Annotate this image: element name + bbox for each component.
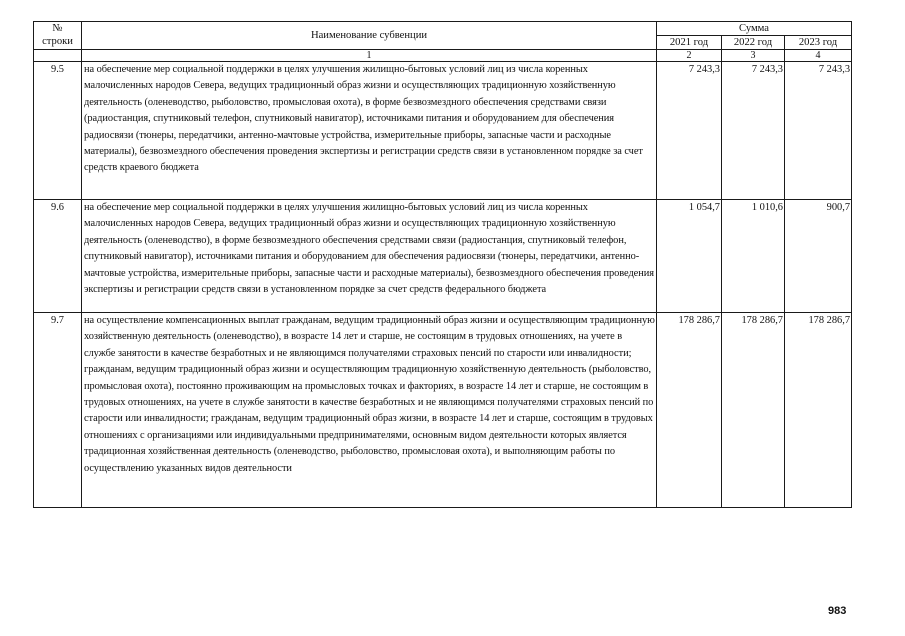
amount-2021: 7 243,3 [657, 62, 722, 200]
column-index-row [34, 50, 852, 62]
table-row [34, 313, 852, 508]
row-number-header: № строки [34, 22, 82, 50]
amount-2022: 178 286,7 [722, 313, 785, 508]
row-number: 9.6 [34, 200, 82, 313]
year-2022-header: 2022 год [722, 36, 785, 50]
amount-2023: 900,7 [785, 200, 852, 313]
year-2021-header: 2021 год [657, 36, 722, 50]
column-index-4: 4 [785, 50, 852, 62]
column-index-blank [34, 50, 82, 62]
column-index-2: 2 [657, 50, 722, 62]
amount-2023: 178 286,7 [785, 313, 852, 508]
amount-2022: 1 010,6 [722, 200, 785, 313]
subvention-name: на обеспечение мер социальной поддержки в целях улучшения жилищно-бытовых условий лиц из числа коренных малочисленных народов Севера, ведущих традиционный образ жизни и осуществляющих традиционную хозяйственную деятельность (оленеводство, рыболовство, промысловая охота), в форме безвозмездного обеспечения средствами связи (радиостанция, спутниковый телефон, спутниковый навигатор), источниками питания и оборудованием для обеспечения радиосвязи (тюнеры, передатчики, антенно-мачтовые устройства, измерительные приборы, запасные части и расходные материалы), безвозмездного обеспечения проведения экспертизы и регистрации средств связи в установленном порядке за счет средств краевого бюджета [82, 62, 657, 200]
column-index-3: 3 [722, 50, 785, 62]
amount-2021: 178 286,7 [657, 313, 722, 508]
subvention-name-header: Наименование субвенции [82, 22, 657, 50]
amount-2023: 7 243,3 [785, 62, 852, 200]
row-number: 9.5 [34, 62, 82, 200]
amount-2022: 7 243,3 [722, 62, 785, 200]
row-number: 9.7 [34, 313, 82, 508]
sum-header: Сумма [657, 22, 852, 36]
subvention-name: на осуществление компенсационных выплат гражданам, ведущим традиционный образ жизни и осуществляющим традиционную хозяйственную деятельность (оленеводство), в возрасте 14 лет и старше, не состоящим в трудовых отношениях, на учете в службе занятости в качестве безработных и не являющимся получателями страховых пенсий по старости или инвалидности; гражданам, ведущим традиционный образ жизни и осуществляющим традиционную хозяйственную деятельность (рыболовство, промысловая охота), постоянно проживающим на промысловых точках и факториях, в возрасте 14 лет и старше, не состоящим в трудовых отношениях, на учете в службе занятости в качестве безработных и не являющимся получателями страховых пенсий по старости или инвалидности; гражданам, ведущим традиционный образ жизни, в возрасте 14 лет и старше, состоящим в трудовых отношениях с организациями или индивидуальными предпринимателями, основным видом деятельности которых является традиционная хозяйственная деятельность (оленеводство, рыболовство, промысловая охота), и выполняющим работы по осуществлению указанных видов деятельности [82, 313, 657, 508]
page-number: 983 [828, 605, 847, 617]
column-index-1: 1 [82, 50, 657, 62]
subvention-table [33, 21, 852, 508]
table-row [34, 200, 852, 313]
table-row [34, 62, 852, 200]
amount-2021: 1 054,7 [657, 200, 722, 313]
year-2023-header: 2023 год [785, 36, 852, 50]
subvention-name: на обеспечение мер социальной поддержки в целях улучшения жилищно-бытовых условий лиц из числа коренных малочисленных народов Севера, ведущих традиционный образ жизни и осуществляющих традиционную хозяйственную деятельность (оленеводство), в форме безвозмездного обеспечения средствами связи (радиостанция, спутниковый телефон, спутниковый навигатор), источниками питания и оборудованием для обеспечения радиосвязи (тюнеры, передатчики, антенно-мачтовые устройства, измерительные приборы, запасные части и расходные материалы), безвозмездного обеспечения проведения экспертизы и регистрации средств связи в установленном порядке за счет средств федерального бюджета [82, 200, 657, 313]
